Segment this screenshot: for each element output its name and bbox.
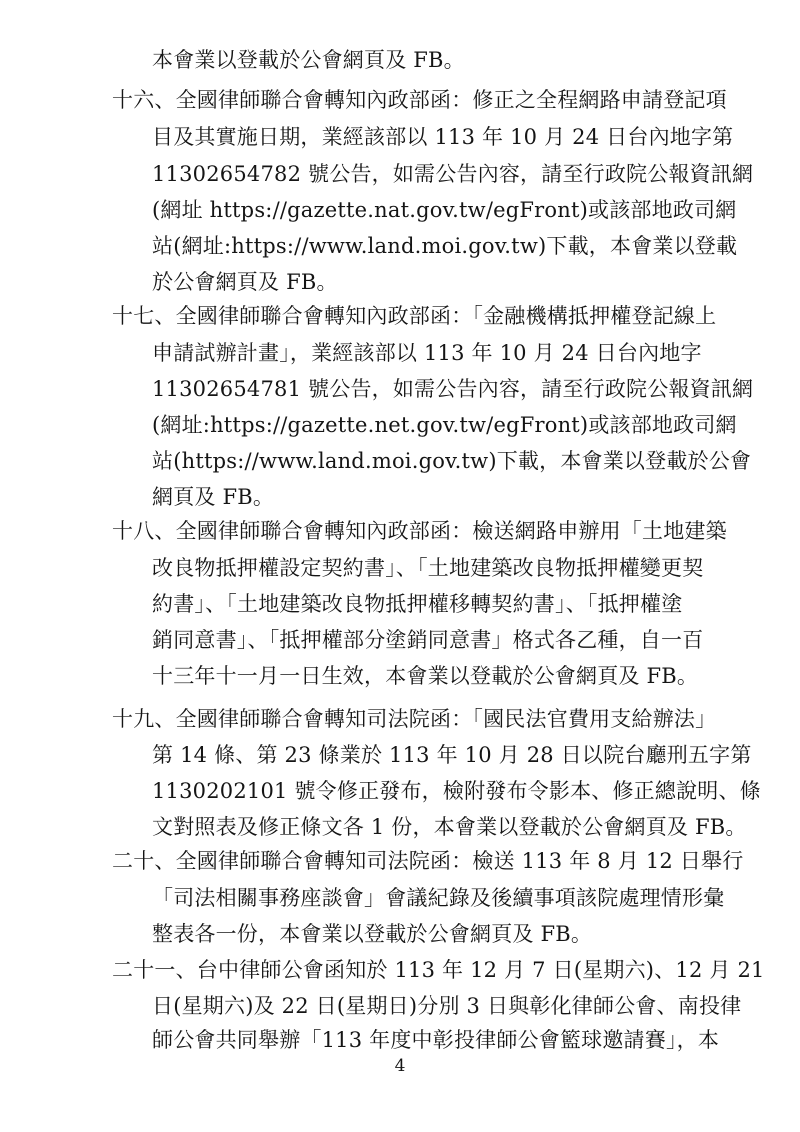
text-line: 11302654782 號公告，如需公告內容，請至行政院公報資訊網 — [152, 162, 754, 186]
text-line: 於公會網頁及 FB。 — [152, 270, 338, 294]
text-line: 「司法相關事務座談會」會議紀錄及後續事項該院處理情形彙 — [152, 886, 725, 910]
text-line: 文對照表及修正條文各 1 份，本會業以登載於公會網頁及 FB。 — [152, 815, 747, 839]
text-line: 約書」、「土地建築改良物抵押權移轉契約書」、「抵押權塗 — [152, 592, 683, 616]
text-line: 網頁及 FB。 — [152, 485, 275, 509]
item-17-heading: 十七、全國律師聯合會轉知內政部函：「金融機構抵押權登記線上 — [112, 304, 717, 328]
item-21-heading: 二十一、台中律師公會函知於 113 年 12 月 7 日(星期六)、12 月 21 — [112, 958, 765, 982]
text-line: 整表各一份，本會業以登載於公會網頁及 FB。 — [152, 922, 593, 946]
text-line: 改良物抵押權設定契約書」、「土地建築改良物抵押權變更契 — [152, 556, 704, 580]
text-line: 師公會共同舉辦「113 年度中彰投律師公會籃球邀請賽」，本 — [152, 1028, 720, 1052]
text-line: 申請試辦計畫」，業經該部以 113 年 10 月 24 日台內地字 — [152, 341, 702, 365]
text-line: 十三年十一月一日生效，本會業以登載於公會網頁及 FB。 — [152, 664, 699, 688]
text-line: (網址:https://gazette.net.gov.tw/egFront)或該部地政司網 — [152, 413, 737, 437]
item-16-heading: 十六、全國律師聯合會轉知內政部函：修正之全程網路申請登記項 — [112, 88, 727, 112]
text-line: 1130202101 號令修正發布，檢附發布令影本、修正總說明、條 — [152, 779, 761, 803]
text-line: 目及其實施日期，業經該部以 113 年 10 月 24 日台內地字第 — [152, 125, 734, 149]
text-line: 日(星期六)及 22 日(星期日)分別 3 日與彰化律師公會、南投律 — [152, 994, 742, 1018]
text-line: (網址 https://gazette.nat.gov.tw/egFront)或該部地政司網 — [152, 198, 737, 222]
text-line: 第 14 條、第 23 條業於 113 年 10 月 28 日以院台廳刑五字第 — [152, 743, 752, 767]
item-20-heading: 二十、全國律師聯合會轉知司法院函：檢送 113 年 8 月 12 日舉行 — [112, 849, 744, 873]
page-number: 4 — [394, 1056, 406, 1076]
text-line: 本會業以登載於公會網頁及 FB。 — [152, 48, 465, 72]
text-line: 站(網址:https://www.land.moi.gov.tw)下載，本會業以登載 — [152, 234, 738, 258]
text-line: 銷同意書」、「抵押權部分塗銷同意書」格式各乙種，自一百 — [152, 628, 704, 652]
text-line: 11302654781 號公告，如需公告內容，請至行政院公報資訊網 — [152, 377, 754, 401]
item-18-heading: 十八、全國律師聯合會轉知內政部函：檢送網路申辦用「土地建築 — [112, 519, 727, 543]
item-19-heading: 十九、全國律師聯合會轉知司法院函：「國民法官費用支給辦法」 — [112, 707, 717, 731]
text-line: 站(https://www.land.moi.gov.tw)下載，本會業以登載於公會 — [152, 449, 752, 473]
